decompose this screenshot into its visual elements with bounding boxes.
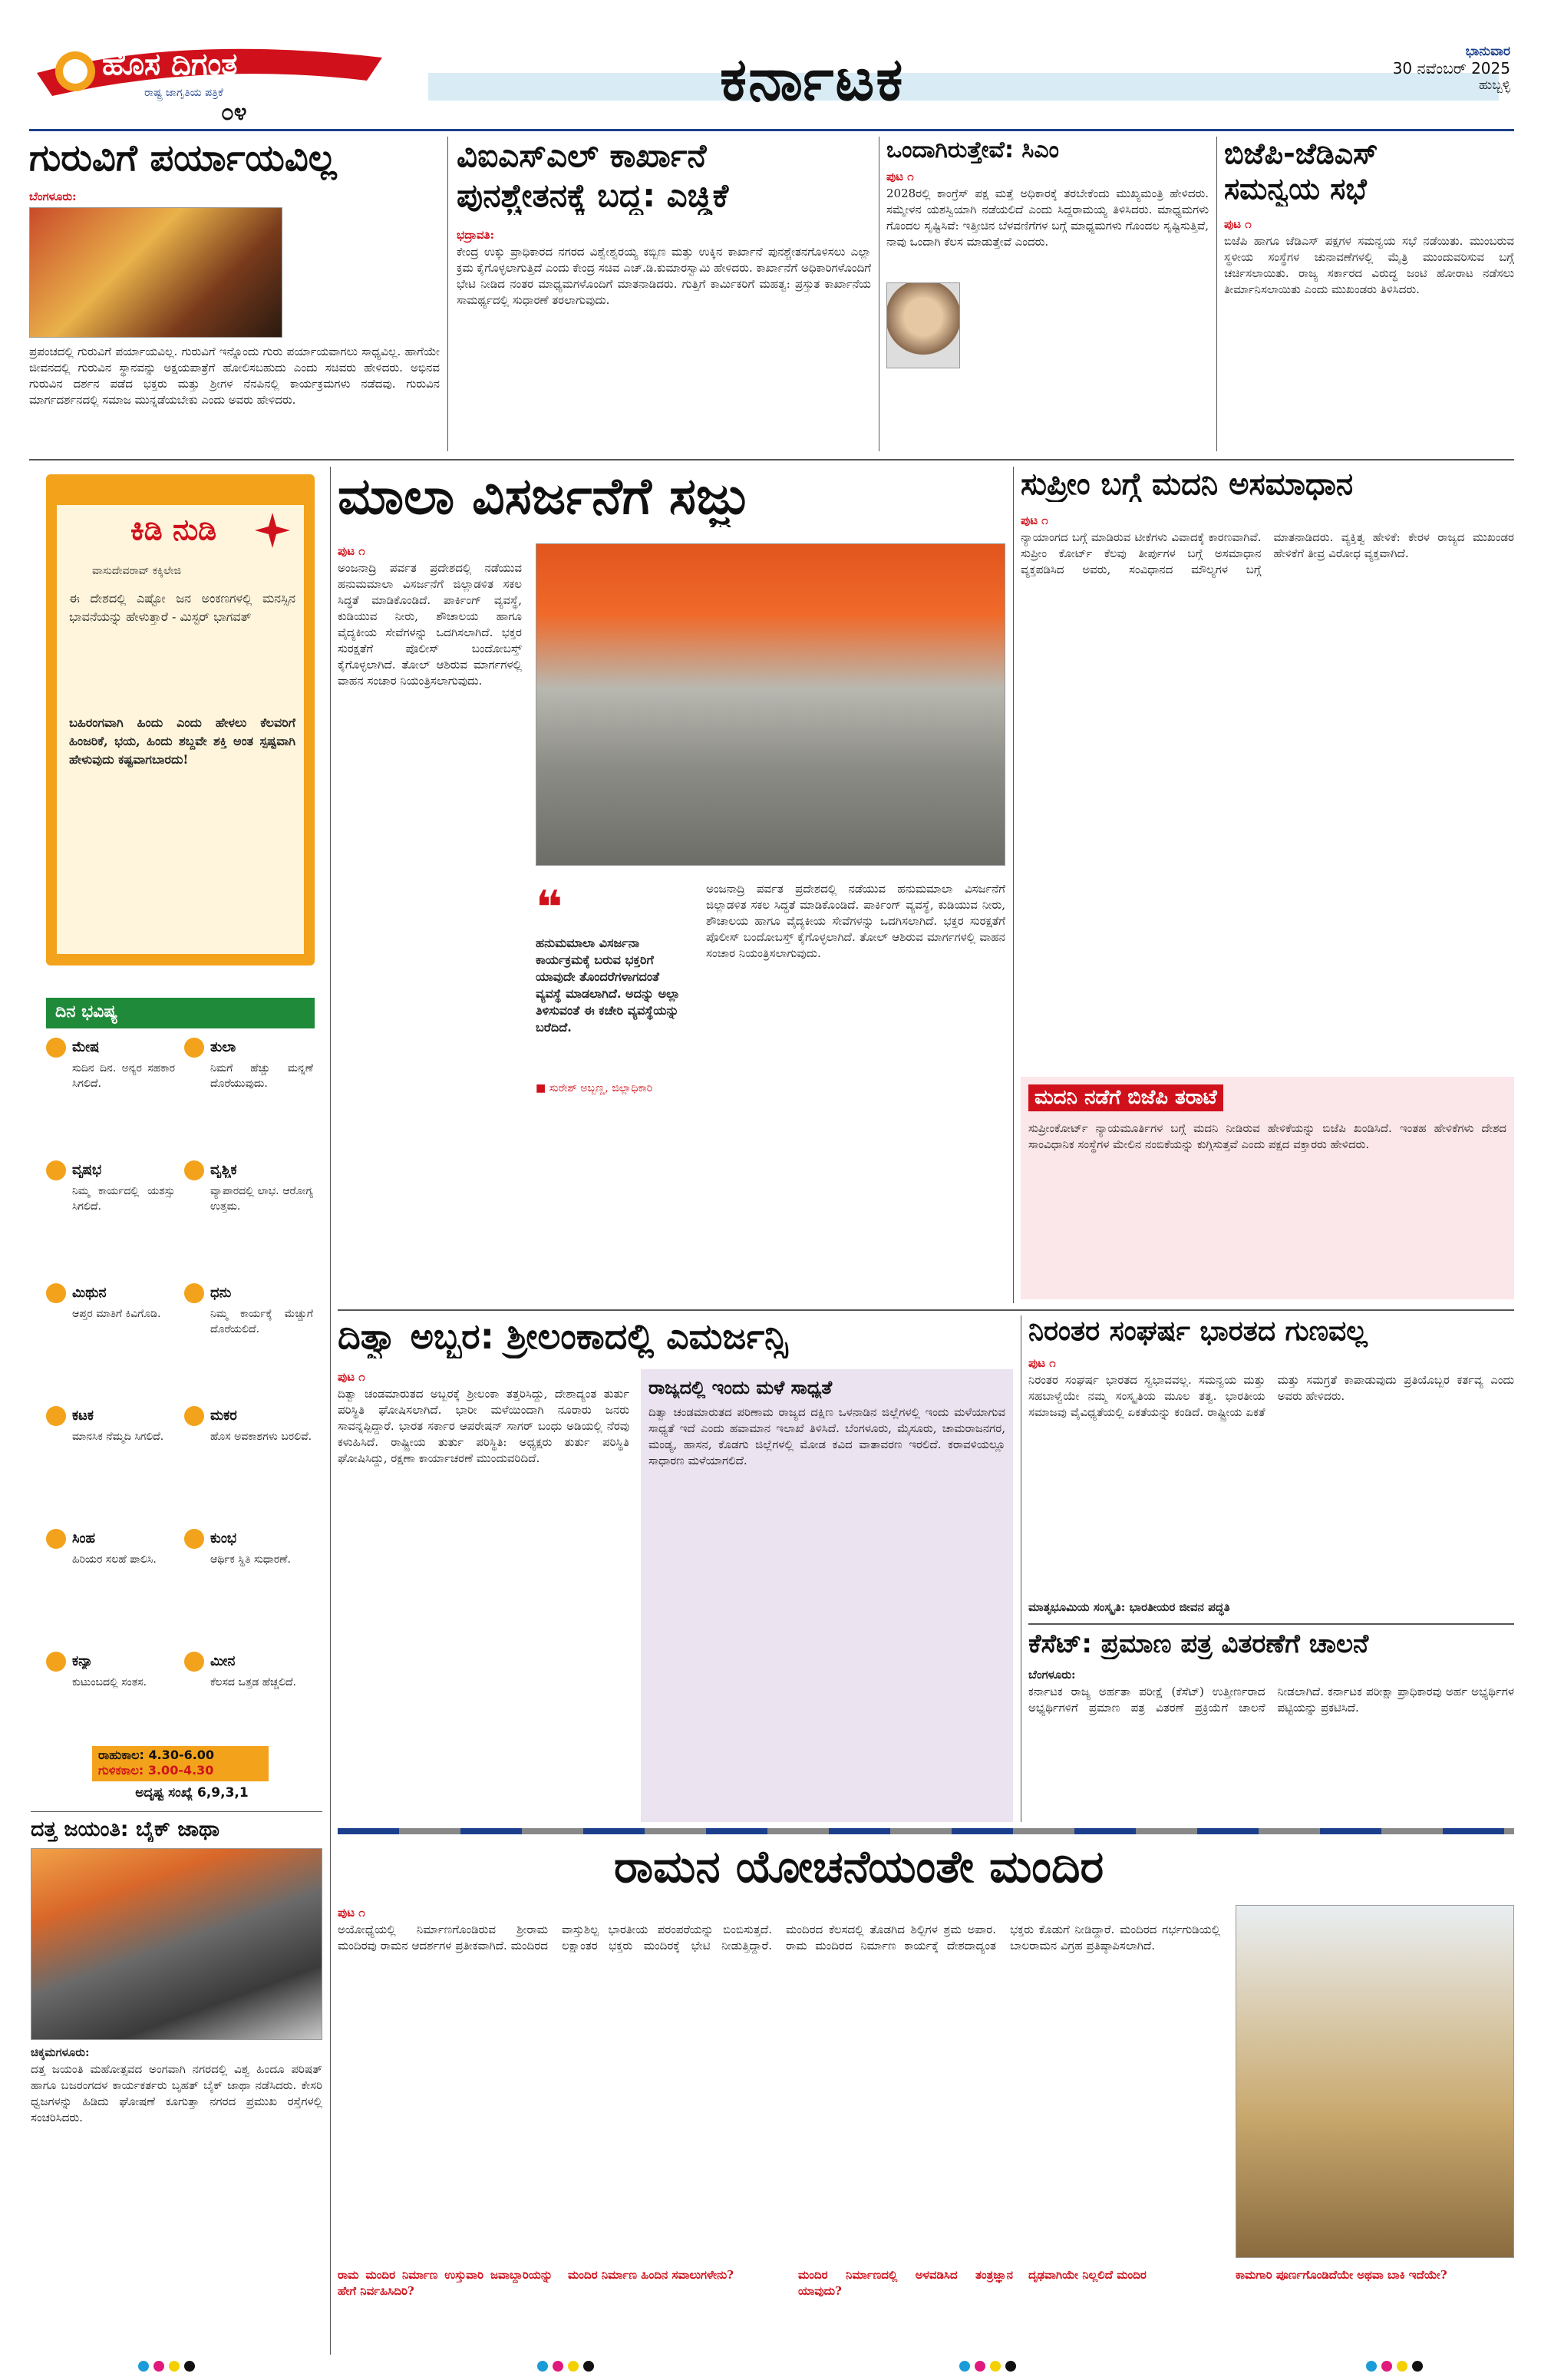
story-dateline: ಭದ್ರಾವತಿ:: [457, 228, 495, 242]
pull-quote: [536, 881, 689, 1111]
masthead-rule: [29, 129, 1514, 131]
logo: [29, 42, 390, 126]
registration-dot: [1412, 2361, 1423, 2372]
registration-marks: [0, 2358, 1541, 2375]
quote-text: ಹನುಮಮಾಲಾ ವಿಸರ್ಜನಾ ಕಾರ್ಯಕ್ರಮಕ್ಕೆ ಬರುವ ಭಕ್ತರಿಗೆ ಯಾವುದೇ ತೊಂದರೆಗಳಾಗದಂತೆ ವ್ಯವಸ್ಥೆ ಮಾಡಲಾಗಿದೆ. ಅದನ್ನು ಅಲ್ಲಾ ತಿಳಿಸುವಂತೆ ಈ ಕಚೇರಿ ವ್ಯವಸ್ಥೆಯನ್ನು ಬರೆದಿದೆ.: [536, 936, 681, 1035]
story-cm: [886, 137, 1209, 451]
box-title: ಮದನಿ ನಡೆಗೆ ಬಿಜೆಪಿ ತರಾಟೆ: [1028, 1084, 1223, 1111]
story-text: ಅಂಜನಾದ್ರಿ ಪರ್ವತ ಪ್ರದೇಶದಲ್ಲಿ ನಡೆಯುವ ಹನುಮಮಾಲಾ ವಿಸರ್ಜನೆಗೆ ಜಿಲ್ಲಾಡಳಿತ ಸಕಲ ಸಿದ್ಧತೆ ಮಾಡಿಕೊಂಡಿದೆ. ಪಾರ್ಕಿಂಗ್ ವ್ಯವಸ್ಥೆ, ಕುಡಿಯುವ ನೀರು, ಶೌಚಾಲಯ ಹಾಗೂ ವೈದ್ಯಕೀಯ ಸೇವೆಗಳನ್ನು ಒದಗಿಸಲಾಗಿದೆ. ಭಕ್ತರ ಸುರಕ್ಷತೆಗೆ ಪೊಲೀಸ್ ಬಂದೋಬಸ್ತ್ ಕೈಗೊಳ್ಳಲಾಗಿದೆ. ತೋಲ್ ಆಶಿರುವ ಮಾರ್ಗಗಳಲ್ಲಿ ವಾಹನ ಸಂಚಾರ ನಿಯಂತ್ರಿಸಲಾಗುವುದು.: [338, 561, 522, 688]
rain-box: [641, 1369, 1013, 1822]
story-headline: ಒಂದಾಗಿರುತ್ತೇವೆ: ಸಿಎಂ: [886, 137, 1059, 163]
story-dateline: ಪುಟ ೧: [1028, 1356, 1056, 1370]
registration-dot: [184, 2361, 195, 2372]
sidebar-vertical-rule: [330, 467, 331, 2355]
story-headline: ದತ್ತ ಜಯಂತಿ: ಬೈಕ್ ಜಾಥಾ: [31, 1817, 219, 1841]
page-number: ೦೪: [221, 99, 247, 126]
sign-name: ವೃಷಭ: [72, 1162, 102, 1178]
story-rama: [338, 1840, 1514, 2355]
zodiac-leo-icon: [46, 1529, 66, 1549]
story-subhead: ಮಂದಿರ ನಿರ್ಮಾಣ ಹಿಂದಿನ ಸವಾಲುಗಳೇನು?: [568, 2268, 734, 2282]
story-headline-2: ಸಮನ್ವಯ ಸಭೆ: [1224, 172, 1367, 206]
story-headline: ಸುಪ್ರೀಂ ಬಗ್ಗೆ ಮದನಿ ಅಸಮಾಧಾನ: [1021, 467, 1354, 502]
zodiac-aries-icon: [46, 1038, 66, 1058]
box-text: ದಿತ್ವಾ ಚಂಡಮಾರುತದ ಪರಿಣಾಮ ರಾಜ್ಯದ ದಕ್ಷಿಣ ಒಳನಾಡಿನ ಜಿಲ್ಲೆಗಳಲ್ಲಿ ಇಂದು ಮಳೆಯಾಗುವ ಸಾಧ್ಯತೆ ಇದೆ ಎಂದು ಹವಾಮಾನ ಇಲಾಖೆ ತಿಳಿಸಿದೆ. ಬೆಂಗಳೂರು, ಮೈಸೂರು, ಚಾಮರಾಜನಗರ, ಮಂಡ್ಯ, ಹಾಸನ, ಕೊಡಗು ಜಿಲ್ಲೆಗಳಲ್ಲಿ ಮೋಡ ಕವಿದ ವಾತಾವರಣ ಇರಲಿದೆ. ಕರಾವಳಿಯಲ್ಲೂ ಸಾಧಾರಣ ಮಳೆಯಾಗಲಿದೆ.: [648, 1405, 1005, 1467]
registration-dot: [1366, 2361, 1377, 2372]
horoscope-sign: [184, 1406, 315, 1525]
story-dateline: ಪುಟ ೧: [338, 544, 365, 558]
story-dateline: ಪುಟ ೧: [338, 1906, 365, 1920]
registration-dot: [1005, 2361, 1016, 2372]
story-dateline: ಬೆಂಗಳೂರು:: [29, 190, 77, 203]
sidebar-rule: [31, 1811, 322, 1812]
registration-dot: [153, 2361, 164, 2372]
rahukala: ರಾಹುಕಾಲ: 4.30-6.00: [98, 1748, 215, 1762]
sign-text: ನಿಮ್ಮ ಕಾರ್ಯದಲ್ಲಿ ಯಶಸ್ಸು ಸಿಗಲಿದೆ.: [72, 1185, 175, 1213]
zodiac-aquarius-icon: [184, 1529, 204, 1549]
story-headline: ಮಾಲಾ ವಿಸರ್ಜನೆಗೆ ಸಜ್ಜು: [338, 467, 750, 526]
date-day: ಭಾನುವಾರ: [1465, 44, 1510, 59]
bjp-box: [1021, 1077, 1514, 1299]
horoscope-sign: [184, 1529, 315, 1648]
story-photo: [31, 1848, 322, 2040]
story-subhead: ರಾಮ ಮಂದಿರ ನಿರ್ಮಾಣ ಉಸ್ತುವಾರಿ ಜವಾಬ್ದಾರಿಯನ್ನು ಹೇಗೆ ನಿರ್ವಹಿಸಿದಿರಿ?: [338, 2268, 553, 2298]
story-headline: ಗುರುವಿಗೆ ಪರ್ಯಾಯವಿಲ್ಲ: [29, 137, 337, 180]
registration-dot: [537, 2361, 548, 2372]
sign-name: ಮಕರ: [210, 1408, 237, 1424]
kidi-nudi-item: ಬಹಿರಂಗವಾಗಿ ಹಿಂದು ಎಂದು ಹೇಳಲು ಕೆಲವರಿಗೆ ಹಿಂಜರಿಕೆ, ಭಯ, ಹಿಂದು ಶಬ್ದವೇ ಶಕ್ತಿ ಅಂತ ಸ್ಪಷ್ಟವಾಗಿ ಹೇಳುವುದು ಕಷ್ಟವಾಗಬಾರದು!: [69, 715, 295, 767]
story-dateline: ಪುಟ ೧: [1021, 513, 1048, 527]
registration-dot: [553, 2361, 563, 2372]
sign-text: ಕುಟುಂಬದಲ್ಲಿ ಸಂತಸ.: [72, 1676, 147, 1688]
registration-dot: [1381, 2361, 1392, 2372]
story-text: ದತ್ತ ಜಯಂತಿ ಮಹೋತ್ಸವದ ಅಂಗವಾಗಿ ನಗರದಲ್ಲಿ ವಿಶ್ವ ಹಿಂದೂ ಪರಿಷತ್ ಹಾಗೂ ಬಜರಂಗದಳ ಕಾರ್ಯಕರ್ತರು ಬೃಹತ್ ಬೈಕ್ ಜಾಥಾ ನಡೆಸಿದರು. ಕೇಸರಿ ಧ್ವಜಗಳನ್ನು ಹಿಡಿದು ಘೋಷಣೆ ಕೂಗುತ್ತಾ ನಗರದ ಪ್ರಮುಖ ರಸ್ತೆಗಳಲ್ಲಿ ಸಂಚರಿಸಿದರು.: [31, 2062, 322, 2124]
story-text: ನಿರಂತರ ಸಂಘರ್ಷ ಭಾರತದ ಸ್ವಭಾವವಲ್ಲ. ಸಮನ್ವಯ ಮತ್ತು ಸಹಬಾಳ್ವೆಯೇ ನಮ್ಮ ಸಂಸ್ಕೃತಿಯ ಮೂಲ ತತ್ವ. ಭಾರತೀಯ ಸಮಾಜವು ವೈವಿಧ್ಯತೆಯಲ್ಲಿ ಏಕತೆಯನ್ನು ಕಂಡಿದೆ. ರಾಷ್ಟ್ರೀಯ ಏಕತೆ ಮತ್ತು ಸಮಗ್ರತೆ ಕಾಪಾಡುವುದು ಪ್ರತಿಯೊಬ್ಬರ ಕರ್ತವ್ಯ ಎಂದು ಅವರು ಹೇಳಿದರು.: [1028, 1373, 1514, 1419]
zodiac-gemini-icon: [46, 1283, 66, 1303]
story-headline: ದಿತ್ವಾ ಅಬ್ಬರ: ಶ್ರೀಲಂಕಾದಲ್ಲಿ ಎಮರ್ಜನ್ಸಿ: [338, 1315, 788, 1357]
registration-dot: [169, 2361, 180, 2372]
story-headline-1: ವಿಐಎಸ್‌ಎಲ್ ಕಾರ್ಖಾನೆ: [457, 137, 707, 174]
sign-text: ವ್ಯಾಪಾರದಲ್ಲಿ ಲಾಭ. ಆರೋಗ್ಯ ಉತ್ತಮ.: [210, 1185, 313, 1213]
story-dateline: ಬೆಂಗಳೂರು:: [1028, 1668, 1076, 1682]
box-text: ಸುಪ್ರೀಂಕೋರ್ಟ್ ನ್ಯಾಯಮೂರ್ತಿಗಳ ಬಗ್ಗೆ ಮದನಿ ನೀಡಿರುವ ಹೇಳಿಕೆಯನ್ನು ಬಿಜೆಪಿ ಖಂಡಿಸಿದೆ. ಇಂತಹ ಹೇಳಿಕೆಗಳು ದೇಶದ ಸಾಂವಿಧಾನಿಕ ಸಂಸ್ಥೆಗಳ ಮೇಲಿನ ನಂಬಿಕೆಯನ್ನು ಕುಗ್ಗಿಸುತ್ತವೆ ಎಂದು ಪಕ್ಷದ ವಕ್ತಾರರು ಹೇಳಿದರು.: [1028, 1121, 1506, 1151]
story-sangharsha: [1028, 1315, 1514, 1619]
zodiac-libra-icon: [184, 1038, 204, 1058]
spark-icon: [253, 511, 292, 550]
story-subhead: ಮಾತೃಭೂಮಿಯ ಸಂಸ್ಕೃತಿ: ಭಾರತೀಯರ ಜೀವನ ಪದ್ಧತಿ: [1028, 1600, 1230, 1614]
registration-dot: [975, 2361, 985, 2372]
box-title: ರಾಜ್ಯದಲ್ಲಿ ಇಂದು ಮಳೆ ಸಾಧ್ಯತೆ: [648, 1377, 833, 1398]
quote-byline: ■ ಸುರೇಶ್ ಅಬ್ಬಣ್ಣ, ಜಿಲ್ಲಾಧಿಕಾರಿ: [536, 1082, 653, 1094]
kidi-nudi-box: [46, 474, 315, 966]
zodiac-taurus-icon: [46, 1160, 66, 1180]
registration-dot: [138, 2361, 149, 2372]
registration-dot: [583, 2361, 594, 2372]
horoscope-sign: [46, 1652, 177, 1742]
date-block: [1334, 44, 1510, 93]
sign-text: ಆರ್ಥಿಕ ಸ್ಥಿತಿ ಸುಧಾರಣೆ.: [210, 1553, 291, 1566]
registration-dot: [959, 2361, 970, 2372]
zodiac-cancer-icon: [46, 1406, 66, 1426]
story-headline: ಕೆಸೆಟ್: ಪ್ರಮಾಣ ಪತ್ರ ವಿತರಣೆಗೆ ಚಾಲನೆ: [1028, 1629, 1369, 1659]
kidi-nudi-byline: ವಾಸುದೇವರಾವ್ ಕಕ್ಕಿಲೇಜಿ: [92, 565, 182, 577]
story-headline: ನಿರಂತರ ಸಂಘರ್ಷ ಭಾರತದ ಗುಣವಲ್ಲ: [1028, 1315, 1368, 1347]
rahukala-box: [92, 1746, 269, 1781]
story-subhead: ಕಾಮಗಾರಿ ಪೂರ್ಣಗೊಂಡಿದೆಯೇ ಅಥವಾ ಬಾಕಿ ಇದೆಯೇ?: [1236, 2268, 1447, 2282]
horoscope-title: ದಿನ ಭವಿಷ್ಯ: [46, 998, 315, 1028]
story-text: ಅಯೋಧ್ಯೆಯಲ್ಲಿ ನಿರ್ಮಾಣಗೊಂಡಿರುವ ಶ್ರೀರಾಮ ಮಂದಿರವು ರಾಮನ ಆದರ್ಶಗಳ ಪ್ರತೀಕವಾಗಿದೆ. ಮಂದಿರದ ವಾಸ್ತುಶಿಲ್ಪ ಭಾರತೀಯ ಪರಂಪರೆಯನ್ನು ಬಿಂಬಿಸುತ್ತದೆ. ಲಕ್ಷಾಂತರ ಭಕ್ತರು ಮಂದಿರಕ್ಕೆ ಭೇಟಿ ನೀಡುತ್ತಿದ್ದಾರೆ. ಮಂದಿರದ ಕೆಲಸದಲ್ಲಿ ತೊಡಗಿದ ಶಿಲ್ಪಿಗಳ ಶ್ರಮ ಅಪಾರ. ರಾಮ ಮಂದಿರದ ನಿರ್ಮಾಣ ಕಾರ್ಯಕ್ಕೆ ದೇಶದಾದ್ಯಂತ ಭಕ್ತರು ಕೊಡುಗೆ ನೀಡಿದ್ದಾರೆ. ಮಂದಿರದ ಗರ್ಭಗುಡಿಯಲ್ಲಿ ಬಾಲರಾಮನ ವಿಗ್ರಹ ಪ್ರತಿಷ್ಠಾಪಿಸಲಾಗಿದೆ.: [338, 1923, 1220, 1953]
logo-text: ಹೊಸ ದಿಗಂತ: [102, 47, 238, 82]
story-text: ಬಿಜೆಪಿ ಹಾಗೂ ಜೆಡಿಎಸ್ ಪಕ್ಷಗಳ ಸಮನ್ವಯ ಸಭೆ ನಡೆಯಿತು. ಮುಂಬರುವ ಸ್ಥಳೀಯ ಸಂಸ್ಥೆಗಳ ಚುನಾವಣೆಗಳಲ್ಲಿ ಮೈತ್ರಿ ಮುಂದುವರಿಸುವ ಬಗ್ಗೆ ಚರ್ಚಿಸಲಾಯಿತು. ರಾಜ್ಯ ಸರ್ಕಾರದ ವಿರುದ್ಧ ಜಂಟಿ ಹೋರಾಟ ನಡೆಸಲು ತೀರ್ಮಾನಿಸಲಾಯಿತು ಎಂದು ಮುಖಂಡರು ತಿಳಿಸಿದರು.: [1224, 234, 1514, 296]
sign-name: ತುಲಾ: [210, 1039, 236, 1055]
story-subhead: ಮಂದಿರ ನಿರ್ಮಾಣದಲ್ಲಿ ಅಳವಡಿಸಿದ ತಂತ್ರಜ್ಞಾನ ಯಾವುದು?: [798, 2268, 1013, 2298]
horoscope-sign: [184, 1283, 315, 1402]
kidi-nudi-title: ಕಿಡಿ ನುಡಿ: [130, 513, 217, 546]
sign-name: ಕುಂಭ: [210, 1530, 237, 1547]
horoscope-sign: [184, 1038, 315, 1157]
story-photo: [29, 207, 282, 338]
sign-name: ಮೇಷ: [72, 1039, 100, 1055]
zodiac-virgo-icon: [46, 1652, 66, 1672]
logo-tagline: ರಾಷ್ಟ್ರ ಜಾಗೃತಿಯ ಪತ್ರಿಕೆ: [144, 87, 223, 99]
horoscope: [46, 998, 315, 1804]
gulikakala: ಗುಳಿಕಕಾಲ: 3.00-4.30: [98, 1763, 214, 1778]
color-strip: [338, 1828, 1514, 1834]
quote-mark-icon: ❝: [536, 881, 563, 935]
sign-text: ಆಪ್ತರ ಮಾತಿಗೆ ಕಿವಿಗೊಡಿ.: [72, 1308, 161, 1320]
zodiac-scorpio-icon: [184, 1160, 204, 1180]
story-kset: [1028, 1629, 1514, 1822]
story-bjp-jds: [1224, 137, 1514, 451]
lucky-numbers: ಅದೃಷ್ಟ ಸಂಖ್ಯೆ 6,9,3,1: [135, 1785, 249, 1801]
date-text: 30 ನವೆಂಬರ್ 2025: [1392, 59, 1510, 78]
sign-name: ಸಿಂಹ: [72, 1530, 96, 1547]
story-text: ನ್ಯಾಯಾಂಗದ ಬಗ್ಗೆ ಮಾಡಿರುವ ಟೀಕೆಗಳು ವಿವಾದಕ್ಕೆ ಕಾರಣವಾಗಿವೆ. ಸುಪ್ರೀಂ ಕೋರ್ಟ್ ಕೆಲವು ತೀರ್ಪುಗಳ ಬಗ್ಗೆ ಅಸಮಾಧಾನ ವ್ಯಕ್ತಪಡಿಸಿದ ಅವರು, ಸಂವಿಧಾನದ ಮೌಲ್ಯಗಳ ಬಗ್ಗೆ ಮಾತನಾಡಿದರು. ವ್ಯಕ್ತಿತ್ವ ಹೇಳಿಕೆ: ಕೇರಳ ರಾಜ್ಯದ ಮುಖಂಡರ ಹೇಳಿಕೆಗೆ ತೀವ್ರ ವಿರೋಧ ವ್ಯಕ್ತವಾಗಿದೆ.: [1021, 530, 1514, 576]
masthead: [29, 42, 1514, 125]
sign-text: ನಿಮಗೆ ಹೆಚ್ಚು ಮನ್ನಣೆ ದೊರೆಯುವುದು.: [210, 1062, 313, 1090]
sign-text: ಕೆಲಸದ ಒತ್ತಡ ಹೆಚ್ಚಲಿದೆ.: [210, 1676, 296, 1688]
horoscope-sign: [46, 1038, 177, 1157]
sign-text: ಹೊಸ ಅವಕಾಶಗಳು ಬರಲಿವೆ.: [210, 1431, 312, 1443]
registration-dot: [990, 2361, 1001, 2372]
story-supreme: [1021, 467, 1514, 1303]
story-visl: [457, 137, 871, 451]
zodiac-sagittarius-icon: [184, 1283, 204, 1303]
horoscope-sign: [46, 1283, 177, 1402]
zodiac-capricorn-icon: [184, 1406, 204, 1426]
story-text: 2028ರಲ್ಲಿ ಕಾಂಗ್ರೆಸ್ ಪಕ್ಷ ಮತ್ತೆ ಅಧಿಕಾರಕ್ಕೆ ತರಬೇಕೆಂದು ಮುಖ್ಯಮಂತ್ರಿ ಹೇಳಿದರು. ಸಮ್ಮೇಳನ ಯಶಸ್ವಿಯಾಗಿ ನಡೆಯಲಿದೆ ಎಂದು ಸಿದ್ದರಾಮಯ್ಯ ತಿಳಿಸಿದರು. ಮಾಧ್ಯಮಗಳು ಗೊಂದಲ ಸೃಷ್ಟಿಸಿವೆ: ಇತ್ತೀಚಿನ ಬೆಳವಣಿಗೆಗಳ ಬಗ್ಗೆ ಮಾಧ್ಯಮಗಳು ಗೊಂದಲ ಸೃಷ್ಟಿಸುತ್ತಿವೆ, ನಾವು ಒಂದಾಗಿ ಕೆಲಸ ಮಾಡುತ್ತೇವೆ ಎಂದರು.: [886, 187, 1209, 249]
sign-text: ಸುದಿನ ದಿನ. ಅನ್ಯರ ಸಹಕಾರ ಸಿಗಲಿದೆ.: [72, 1062, 175, 1090]
column-rule: [1013, 467, 1014, 1303]
registration-dot: [1397, 2361, 1407, 2372]
section-title: ಕರ್ನಾಟಕ: [720, 45, 905, 114]
horoscope-sign: [46, 1406, 177, 1525]
zodiac-pisces-icon: [184, 1652, 204, 1672]
story-headline: ರಾಮನ ಯೋಚನೆಯಂತೇ ಮಂದಿರ: [614, 1840, 1104, 1893]
story-subhead: ದೃಢವಾಗಿಯೇ ನಿಲ್ಲಲಿದೆ ಮಂದಿರ: [1028, 2268, 1147, 2282]
kidi-nudi-item: ಈ ದೇಶದಲ್ಲಿ ಎಷ್ಟೋ ಜನ ಅಂಕಣಗಳಲ್ಲಿ ಮನಸ್ಸಿನ ಭಾವನೆಯನ್ನು ಹೇಳುತ್ತಾರೆ - ಮಿಸ್ಟರ್ ಭಾಗವತ್: [69, 591, 295, 624]
story-dateline: ಚಿಕ್ಕಮಗಳೂರು:: [31, 2045, 90, 2059]
row-rule: [29, 459, 1514, 460]
sign-name: ವೃಶ್ಚಿಕ: [210, 1162, 237, 1178]
sign-name: ಧನು: [210, 1285, 232, 1301]
story-text: ದಿತ್ವಾ ಚಂಡಮಾರುತದ ಅಬ್ಬರಕ್ಕೆ ಶ್ರೀಲಂಕಾ ತತ್ತರಿಸಿದ್ದು, ದೇಶಾದ್ಯಂತ ತುರ್ತು ಪರಿಸ್ಥಿತಿ ಘೋಷಿಸಲಾಗಿದೆ. ಭಾರೀ ಮಳೆಯಿಂದಾಗಿ ನೂರಾರು ಜನರು ಸಾವನ್ನಪ್ಪಿದ್ದಾರೆ. ಭಾರತ ಸರ್ಕಾರ ಆಪರೇಷನ್ ಸಾಗರ್ ಬಂಧು ಅಡಿಯಲ್ಲಿ ನೆರವು ಕಳುಹಿಸಿದೆ. ರಾಷ್ಟ್ರೀಯ ತುರ್ತು ಪರಿಸ್ಥಿತಿ: ಅಧ್ಯಕ್ಷರು ತುರ್ತು ಪರಿಸ್ಥಿತಿ ಘೋಷಿಸಿದ್ದು, ರಕ್ಷಣಾ ಕಾರ್ಯಾಚರಣೆ ಮುಂದುವರಿದಿದೆ.: [338, 1387, 629, 1465]
sign-text: ಮಾನಸಿಕ ನೆಮ್ಮದಿ ಸಿಗಲಿದೆ.: [72, 1431, 164, 1443]
sign-name: ಕನ್ಯಾ: [72, 1653, 93, 1669]
story-photo: [1236, 1905, 1514, 2258]
date-city: ಹುಬ್ಬಳ್ಳಿ: [1479, 78, 1510, 93]
row-rule: [1028, 1623, 1514, 1625]
story-mala: [338, 467, 1005, 1303]
horoscope-sign: [46, 1160, 177, 1279]
story-headline-2: ಪುನಶ್ಚೇತನಕ್ಕೆ ಬದ್ಧ: ಎಚ್ಡಿಕೆ: [457, 177, 729, 214]
sign-name: ಮೀನ: [210, 1653, 236, 1669]
story-text: ಪ್ರಪಂಚದಲ್ಲಿ ಗುರುವಿಗೆ ಪರ್ಯಾಯವಿಲ್ಲ. ಗುರುವಿಗೆ ಇನ್ನೊಂದು ಗುರು ಪರ್ಯಾಯವಾಗಲು ಸಾಧ್ಯವಿಲ್ಲ. ಹಾಗೆಯೇ ಜೀವನದಲ್ಲಿ ಗುರುವಿನ ಸ್ಥಾನವನ್ನು ಅಕ್ಷಯಪಾತ್ರೆಗೆ ಹೋಲಿಸಬಹುದು ಎಂದು ಸಚಿವರು ಹೇಳಿದರು. ಅಭಿನವ ಗುರುವಿನ ದರ್ಶನ ಪಡೆದ ಭಕ್ತರು ಮತ್ತು ಶ್ರೀಗಳ ನೆನಪಿನಲ್ಲಿ ಕಾರ್ಯಕ್ರಮಗಳು ನಡೆದವು. ಗುರುವಿನ ಮಾರ್ಗದರ್ಶನದಲ್ಲಿ ಸಮಾಜ ಮುನ್ನಡೆಯಬೇಕು ಎಂದು ಅವರು ಹೇಳಿದರು.: [29, 345, 440, 407]
sign-name: ಕಟಕ: [72, 1408, 94, 1424]
story-body: [29, 189, 440, 207]
horoscope-sign: [184, 1160, 315, 1279]
registration-dot: [568, 2361, 579, 2372]
horoscope-sign: [46, 1529, 177, 1648]
story-ditwa: [338, 1315, 1013, 1822]
story-dateline: ಪುಟ ೧: [1224, 217, 1252, 231]
story-text-continued: ಅಂಜನಾದ್ರಿ ಪರ್ವತ ಪ್ರದೇಶದಲ್ಲಿ ನಡೆಯುವ ಹನುಮಮಾಲಾ ವಿಸರ್ಜನೆಗೆ ಜಿಲ್ಲಾಡಳಿತ ಸಕಲ ಸಿದ್ಧತೆ ಮಾಡಿಕೊಂಡಿದೆ. ಪಾರ್ಕಿಂಗ್ ವ್ಯವಸ್ಥೆ, ಕುಡಿಯುವ ನೀರು, ಶೌಚಾಲಯ ಹಾಗೂ ವೈದ್ಯಕೀಯ ಸೇವೆಗಳನ್ನು ಒದಗಿಸಲಾಗಿದೆ. ಭಕ್ತರ ಸುರಕ್ಷತೆಗೆ ಪೊಲೀಸ್ ಬಂದೋಬಸ್ತ್ ಕೈಗೊಳ್ಳಲಾಗಿದೆ. ತೋಲ್ ಆಶಿರುವ ಮಾರ್ಗಗಳಲ್ಲಿ ವಾಹನ ಸಂಚಾರ ನಿಯಂತ್ರಿಸಲಾಗುವುದು.: [706, 882, 1005, 960]
sign-text: ನಿಮ್ಮ ಕಾರ್ಯಕ್ಕೆ ಮೆಚ್ಚುಗೆ ದೊರೆಯಲಿದೆ.: [210, 1308, 313, 1335]
story-dateline: ಪುಟ ೧: [886, 170, 914, 183]
row-rule: [338, 1309, 1514, 1311]
story-dateline: ಪುಟ ೧: [338, 1370, 365, 1384]
column-rule: [1216, 137, 1217, 451]
horoscope-sign: [184, 1652, 315, 1742]
story-guru: [29, 137, 440, 451]
story-photo: [536, 543, 1005, 866]
sign-text: ಹಿರಿಯರ ಸಲಹೆ ಪಾಲಿಸಿ.: [72, 1553, 157, 1566]
column-rule: [447, 137, 448, 451]
story-text: ಕರ್ನಾಟಕ ರಾಜ್ಯ ಅರ್ಹತಾ ಪರೀಕ್ಷೆ (ಕೆಸೆಟ್) ಉತ್ತೀರ್ಣರಾದ ಅಭ್ಯರ್ಥಿಗಳಿಗೆ ಪ್ರಮಾಣ ಪತ್ರ ವಿತರಣೆ ಪ್ರಕ್ರಿಯೆಗೆ ಚಾಲನೆ ನೀಡಲಾಗಿದೆ. ಕರ್ನಾಟಕ ಪರೀಕ್ಷಾ ಪ್ರಾಧಿಕಾರವು ಅರ್ಹ ಅಭ್ಯರ್ಥಿಗಳ ಪಟ್ಟಿಯನ್ನು ಪ್ರಕಟಿಸಿದೆ.: [1028, 1685, 1514, 1715]
story-datta: [31, 1817, 322, 2355]
story-headline-1: ಬಿಜೆಪಿ-ಜೆಡಿಎಸ್: [1224, 137, 1378, 170]
story-text: ಕೇಂದ್ರ ಉಕ್ಕು ಪ್ರಾಧಿಕಾರದ ನಗರದ ವಿಶ್ವೇಶ್ವರಯ್ಯ ಕಬ್ಬಿಣ ಮತ್ತು ಉಕ್ಕಿನ ಕಾರ್ಖಾನೆ ಪುನಶ್ಚೇತನಗೊಳಿಸಲು ಎಲ್ಲಾ ಕ್ರಮ ಕೈಗೊಳ್ಳಲಾಗುತ್ತಿದೆ ಎಂದು ಕೇಂದ್ರ ಸಚಿವ ಎಚ್.ಡಿ.ಕುಮಾರಸ್ವಾಮಿ ಹೇಳಿದರು. ಕಾರ್ಖಾನೆಗೆ ಅಧಿಕಾರಿಗಳೊಂದಿಗೆ ಭೇಟಿ ನೀಡಿದ ನಂತರ ಮಾಧ್ಯಮಗಳೊಂದಿಗೆ ಮಾತನಾಡಿದರು. ಗುತ್ತಿಗೆ ಕಾರ್ಮಿಕರಿಗೆ ಮಹತ್ವ: ಪ್ರಸ್ತುತ ಕಾರ್ಖಾನೆಯ ಸಾಮರ್ಥ್ಯದಲ್ಲಿ ಸುಧಾರಣೆ ತರಲಾಗುವುದು.: [457, 245, 871, 307]
sign-name: ಮಿಥುನ: [72, 1285, 107, 1301]
